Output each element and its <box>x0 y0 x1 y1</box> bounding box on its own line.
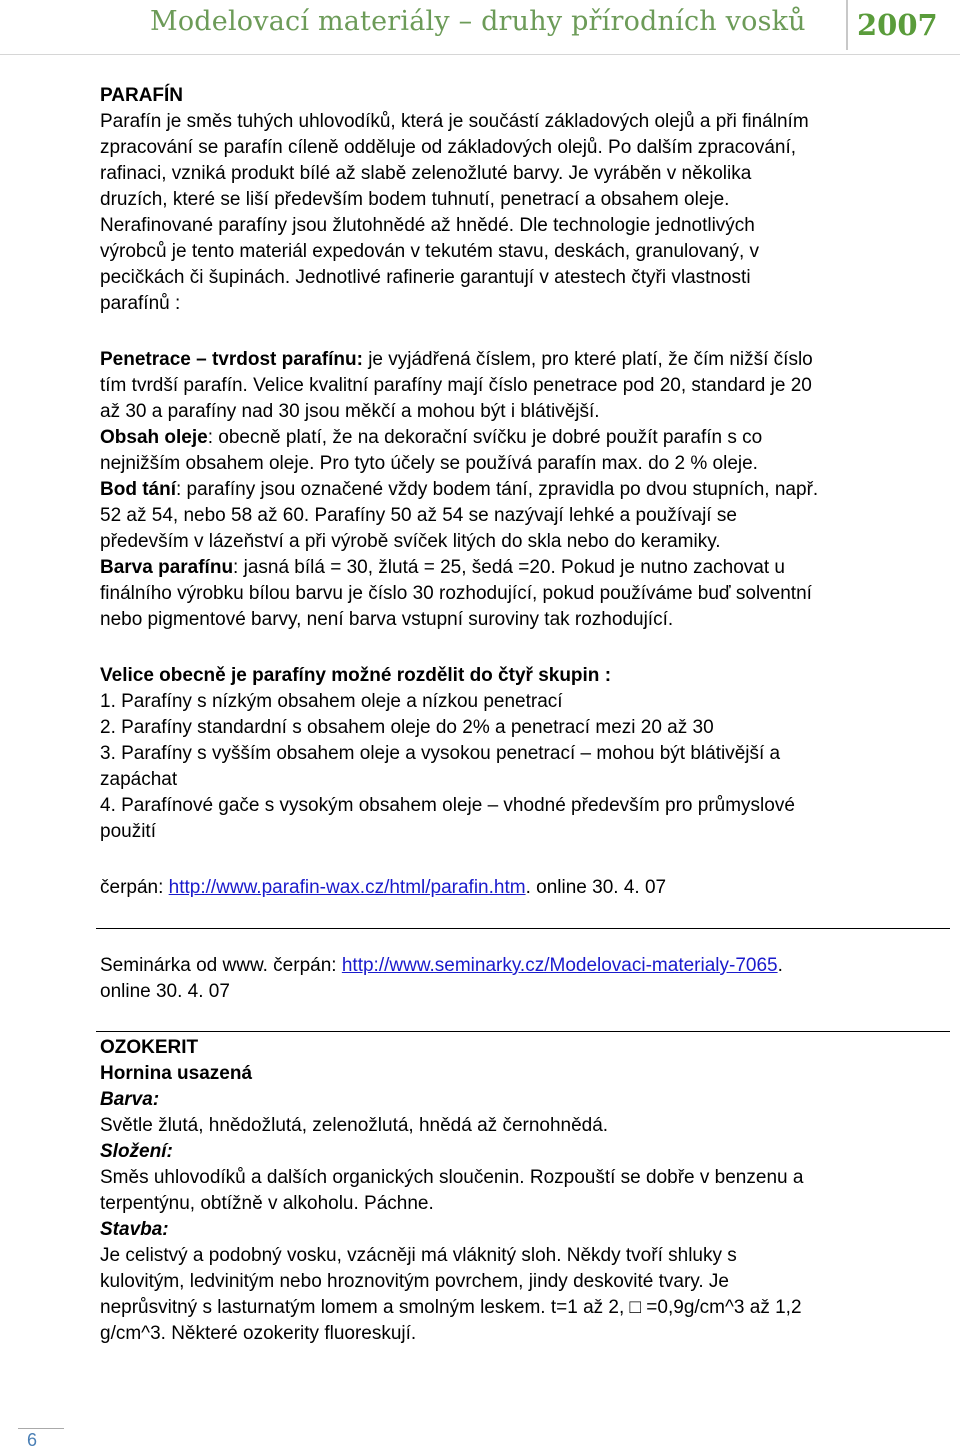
paragraph-line: zpracování se parafín cíleně odděluje od základových olejů. Po dalším zpracování, <box>100 137 797 158</box>
paragraph-line: neprůsvitný s lasturnatým lomem a smolným leskem. t=1 až 2, □ =0,9g/cm^3 až 1,2 <box>100 1297 802 1318</box>
seminarka-link[interactable]: http://www.seminarky.cz/Modelovaci-materialy-7065 <box>341 955 778 976</box>
barva-label: Barva parafínu <box>100 557 234 578</box>
list-item: zapáchat <box>100 769 178 790</box>
paragraph-line: tím tvrdší parafín. Velice kvalitní parafíny mají číslo penetrace pod 20, standard je 20 <box>100 375 812 396</box>
header-divider <box>846 0 848 50</box>
bod-label: Bod tání <box>100 479 176 500</box>
document-year: 2007 <box>857 8 938 42</box>
list-item: použití <box>100 821 156 842</box>
obsah-label: Obsah oleje <box>100 427 208 448</box>
source-link[interactable]: http://www.parafin-wax.cz/html/parafin.htm <box>168 877 526 898</box>
paragraph-line: rafinaci, vzniká produkt bílé až slabě zelenožluté barvy. Je vyráběn v několika <box>100 163 752 184</box>
stavba-label: Stavba: <box>100 1219 169 1240</box>
penetrace-paragraph: Penetrace – tvrdost parafínu: je vyjádřená číslem, pro které platí, že čím nižší číslo <box>100 349 813 370</box>
footer-rule <box>18 1428 64 1429</box>
paragraph-line: online 30. 4. 07 <box>100 981 230 1002</box>
paragraph-line: g/cm^3. Některé ozokerity fluoreskují. <box>100 1323 417 1344</box>
subheading: Hornina usazená <box>100 1063 253 1084</box>
document-title: Modelovací materiály – druhy přírodních vosků <box>150 6 806 37</box>
section-heading-parafin: PARAFÍN <box>100 85 184 106</box>
barva-paragraph: Barva parafínu: jasná bílá = 30, žlutá = 25, šedá =20. Pokud je nutno zachovat u <box>100 557 785 578</box>
groups-heading: Velice obecně je parafíny možné rozdělit do čtyř skupin : <box>100 665 612 686</box>
source-citation: čerpán: http://www.parafin-wax.cz/html/parafin.htm. online 30. 4. 07 <box>100 877 667 898</box>
barva-label: Barva: <box>100 1089 160 1110</box>
paragraph-line: finálního výrobku bílou barvu je číslo 30 rozhodující, pokud používáme buď solventní <box>100 583 812 604</box>
paragraph-line: Nerafinované parafíny jsou žlutohnědé až hnědé. Dle technologie jednotlivých <box>100 215 755 236</box>
paragraph-line: nejnižším obsahem oleje. Pro tyto účely se používá parafín max. do 2 % oleje. <box>100 453 758 474</box>
list-item: 3. Parafíny s vyšším obsahem oleje a vysokou penetrací – mohou být blátivější a <box>100 743 781 764</box>
paragraph-line: kulovitým, ledvinitým nebo hroznovitým povrchem, jindy deskovité tvary. Je <box>100 1271 730 1292</box>
paragraph-line: 52 až 54, nebo 58 až 60. Parafíny 50 až 54 se nazývají lehké a používají se <box>100 505 737 526</box>
page-header <box>0 0 960 56</box>
list-item: 2. Parafíny standardní s obsahem oleje do 2% a penetrací mezi 20 až 30 <box>100 717 714 738</box>
page-number: 6 <box>27 1430 38 1450</box>
paragraph-line: Směs uhlovodíků a dalších organických sloučenin. Rozpouští se dobře v benzenu a <box>100 1167 804 1188</box>
paragraph-line: parafínů : <box>100 293 181 314</box>
paragraph-line: Parafín je směs tuhých uhlovodíků, která je součástí základových olejů a při finálním <box>100 111 809 132</box>
list-item: 1. Parafíny s nízkým obsahem oleje a nízkou penetrací <box>100 691 563 712</box>
paragraph-line: druzích, které se liší především bodem tuhnutí, penetrací a obsahem oleje. <box>100 189 730 210</box>
paragraph-line: výrobců je tento materiál expedován v tekutém stavu, deskách, granulovaný, v <box>100 241 760 262</box>
paragraph-line: především v lázeňství a při výrobě svíček litých do skla nebo do keramiky. <box>100 531 721 552</box>
header-rule <box>0 54 960 55</box>
seminarka-citation: Seminárka od www. čerpán: http://www.seminarky.cz/Modelovaci-materialy-7065. <box>100 955 783 976</box>
bod-paragraph: Bod tání: parafíny jsou označené vždy bodem tání, zpravidla po dvou stupních, např. <box>100 479 819 500</box>
penetrace-label: Penetrace – tvrdost parafínu: <box>100 349 363 370</box>
document-body <box>100 83 950 1347</box>
paragraph-line: Je celistvý a podobný vosku, vzácněji má vláknitý sloh. Někdy tvoří shluky s <box>100 1245 737 1266</box>
obsah-paragraph: Obsah oleje: obecně platí, že na dekorační svíčku je dobré použít parafín s co <box>100 427 763 448</box>
slozeni-label: Složení: <box>100 1141 173 1162</box>
paragraph-line: Světle žlutá, hnědožlutá, zelenožlutá, hnědá až černohnědá. <box>100 1115 609 1136</box>
paragraph-line: nebo pigmentové barvy, není barva vstupní suroviny tak rozhodující. <box>100 609 674 630</box>
section-heading-ozokerit: OZOKERIT <box>100 1037 199 1058</box>
paragraph-line: terpentýnu, obtížně v alkoholu. Páchne. <box>100 1193 434 1214</box>
list-item: 4. Parafínové gače s vysokým obsahem oleje – vhodné především pro průmyslové <box>100 795 795 816</box>
paragraph-line: pecičkách či šupinách. Jednotlivé rafinerie garantují v atestech čtyři vlastnosti <box>100 267 751 288</box>
paragraph-line: až 30 a parafíny nad 30 jsou měkčí a mohou být i blátivější. <box>100 401 600 422</box>
